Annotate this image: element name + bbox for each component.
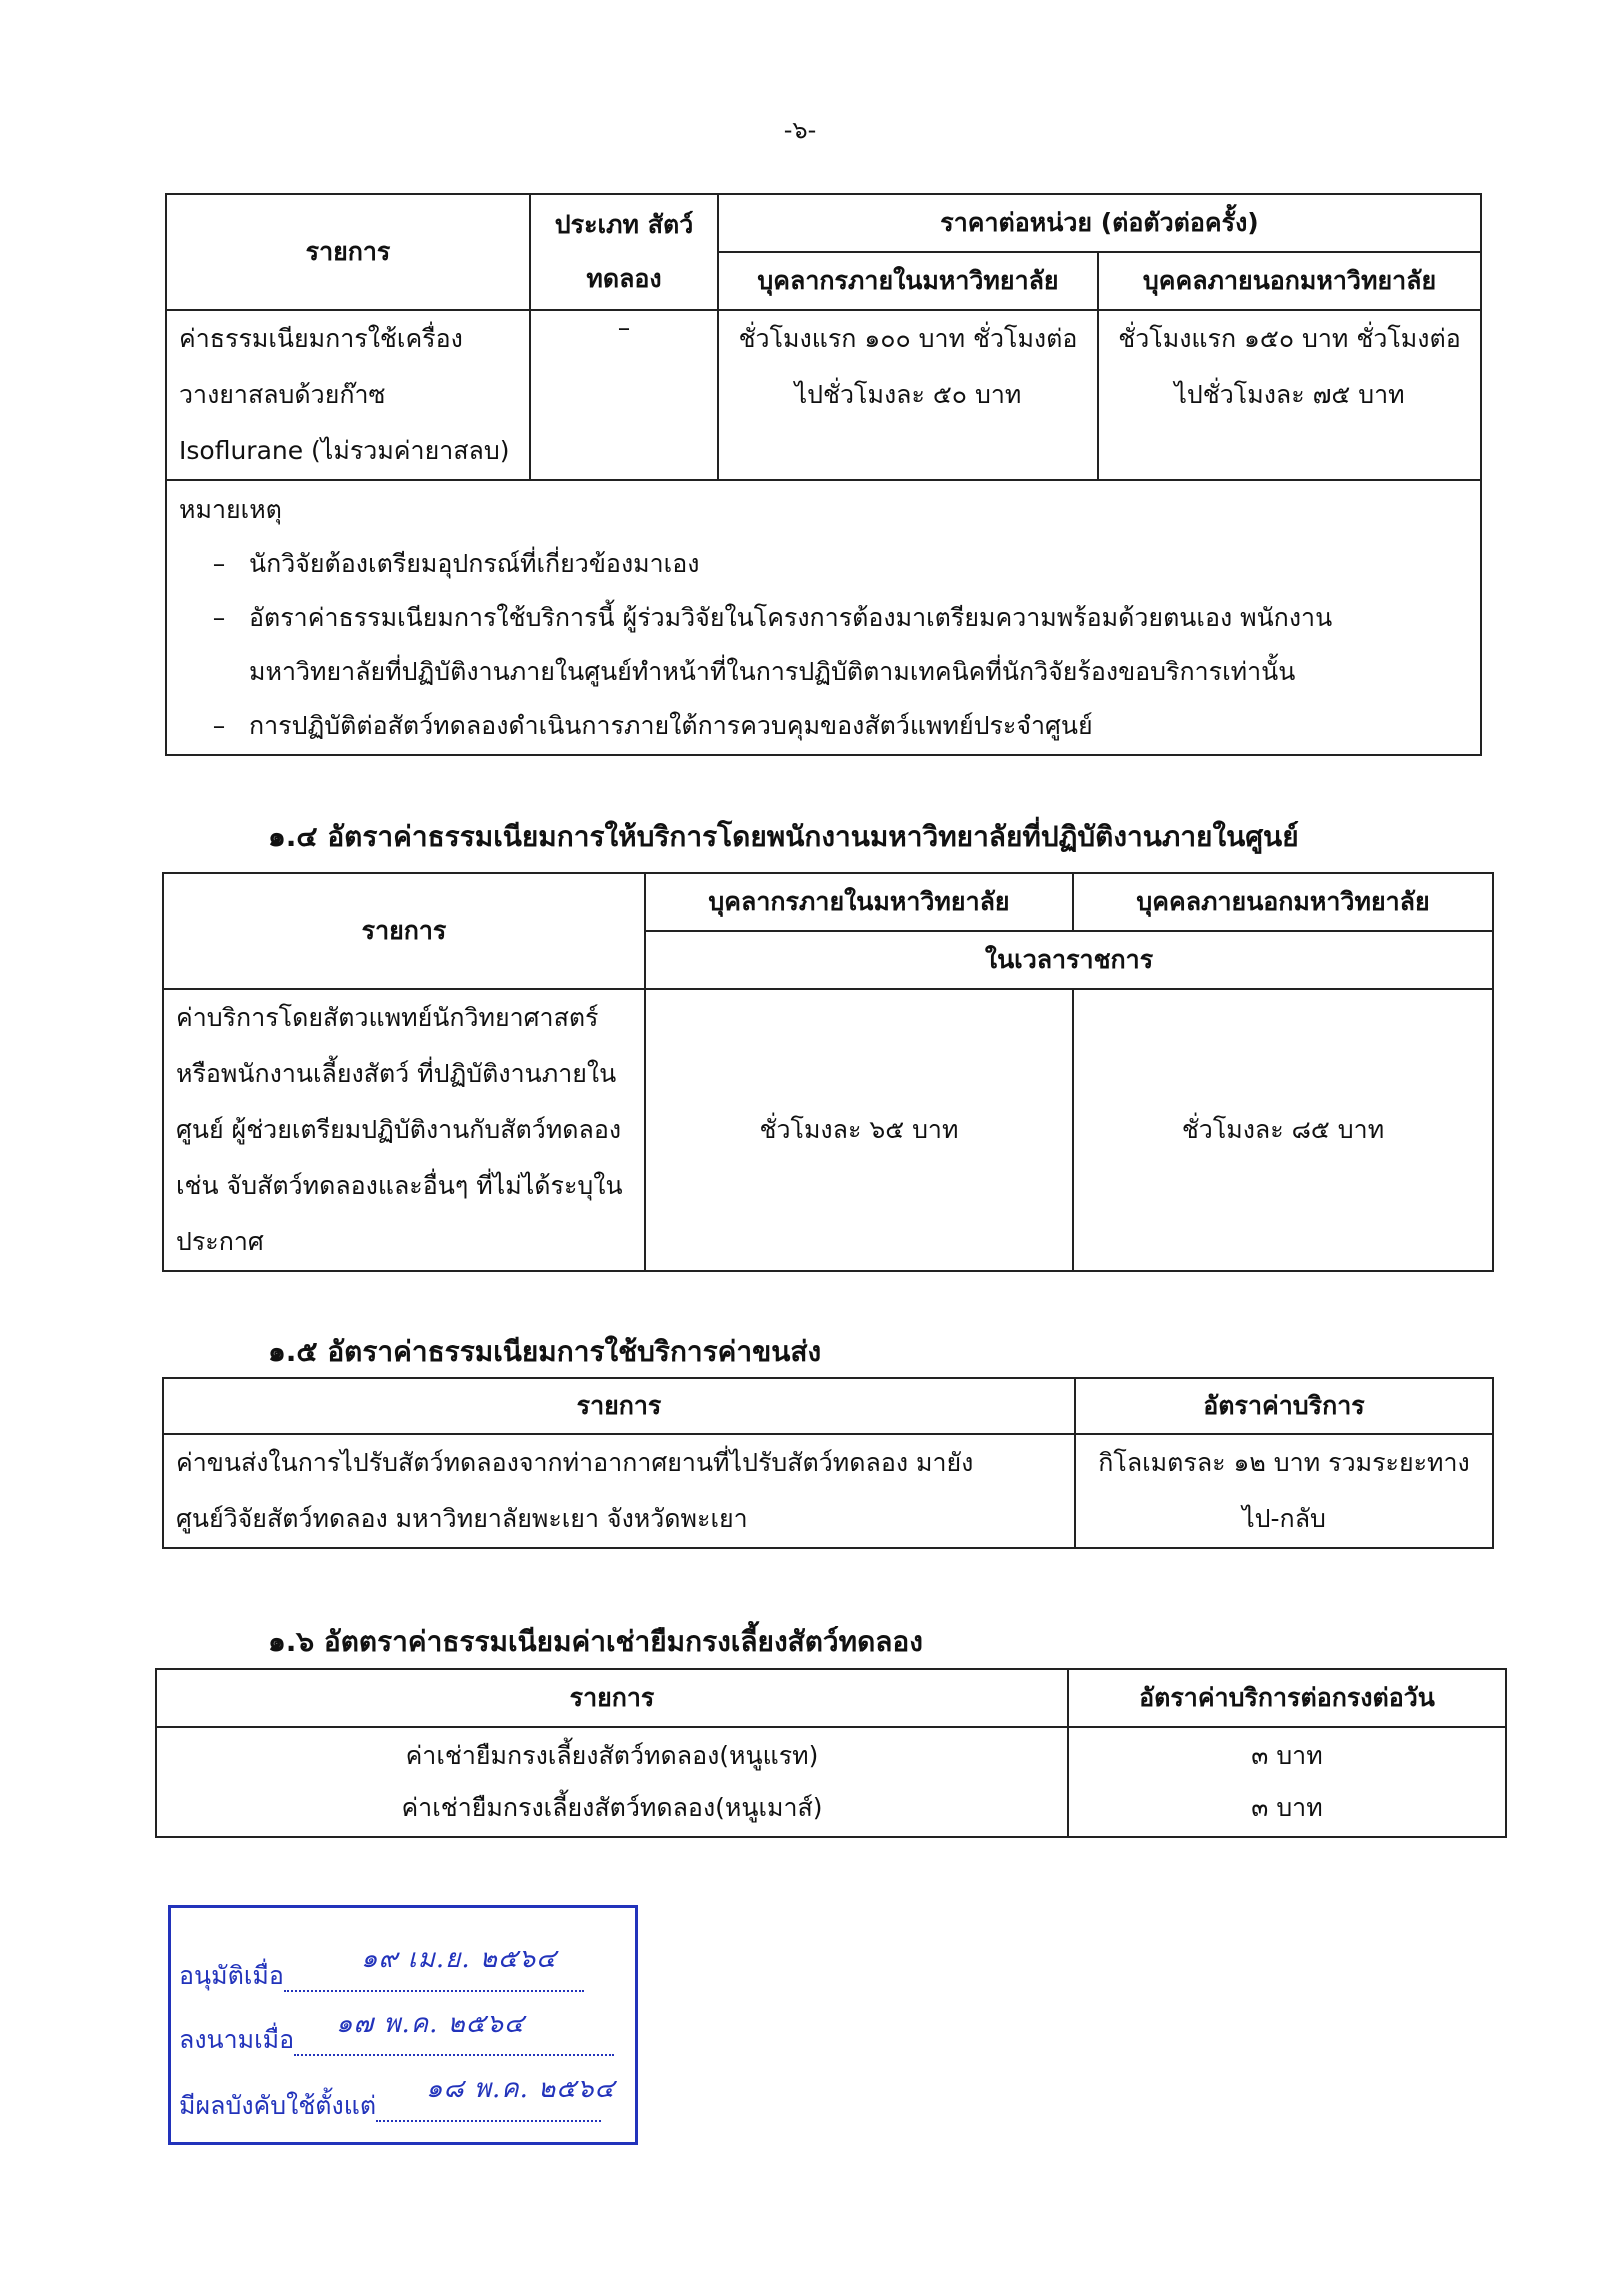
- page-number: -๖-: [783, 116, 817, 144]
- header-rate: อัตราค่าบริการ: [1075, 1378, 1493, 1434]
- row-item-staff-service: ค่าบริการโดยสัตวแพทย์นักวิทยาศาสตร์หรือพนักงานเลี้ยงสัตว์ ที่ปฏิบัติงานภายในศูนย์ ผู้ช่วยเตรียมปฏิบัติงานกับสัตว์ทดลอง เช่น จับสัตว์ทดลองและอื่นๆ ที่ไม่ได้ระบุในประกาศ: [163, 989, 645, 1271]
- note-dash: –: [212, 711, 226, 740]
- row-animal-type: –: [530, 310, 718, 480]
- notes-cell: [166, 480, 1481, 755]
- note-item: [179, 699, 1468, 753]
- transport-fee-table: [162, 1377, 1494, 1549]
- stamp-approved-label: อนุมัติเมื่อ: [179, 1961, 284, 1990]
- row-item-cage-mouse: ค่าเช่ายืมกรงเลี้ยงสัตว์ทดลอง(หนูเมาส์): [401, 1793, 823, 1822]
- anesthesia-fee-table: [165, 193, 1482, 756]
- header-item: รายการ: [156, 1669, 1068, 1727]
- stamp-effective-label: มีผลบังคับใช้ตั้งแต่: [179, 2091, 377, 2120]
- header-rate: อัตราค่าบริการต่อกรงต่อวัน: [1068, 1669, 1506, 1727]
- header-animal-type: ประเภท สัตว์ทดลอง: [530, 194, 718, 310]
- header-office-hours: ในเวลาราชการ: [645, 931, 1493, 989]
- note-text: นักวิจัยต้องเตรียมอุปกรณ์ที่เกี่ยวข้องมาเอง: [249, 549, 700, 578]
- note-dash: –: [212, 603, 226, 632]
- row-internal-price: ชั่วโมงแรก ๑๐๐ บาท ชั่วโมงต่อไปชั่วโมงละ ๕๐ บาท: [718, 310, 1098, 480]
- cage-rental-fee-table: [155, 1668, 1507, 1838]
- note-text: การปฏิบัติต่อสัตว์ทดลองดำเนินการภายใต้การควบคุมของสัตว์แพทย์ประจำศูนย์: [249, 711, 1093, 740]
- header-internal: บุคลากรภายในมหาวิทยาลัย: [718, 252, 1098, 310]
- row-rate-cage-mouse: ๓ บาท: [1251, 1793, 1323, 1822]
- section-1-6-title: ๑.๖ อัตตราค่าธรรมเนียมค่าเช่ายืมกรงเลี้ยงสัตว์ทดลอง: [268, 1625, 923, 1658]
- approval-stamp: [168, 1905, 638, 2145]
- header-item: รายการ: [163, 1378, 1075, 1434]
- row-rate-transport: กิโลเมตรละ ๑๒ บาท รวมระยะทางไป-กลับ: [1075, 1434, 1493, 1548]
- header-price-per-unit: ราคาต่อหน่วย (ต่อตัวต่อครั้ง): [718, 194, 1481, 252]
- row-item-anesthesia: ค่าธรรมเนียมการใช้เครื่องวางยาสลบด้วยก๊าซ Isoflurane (ไม่รวมค่ายาสลบ): [166, 310, 530, 480]
- stamp-signed-date: ๑๗ พ.ค. ๒๕๖๔: [336, 2009, 525, 2039]
- row-rate-cage-rat: ๓ บาท: [1251, 1741, 1323, 1770]
- staff-service-fee-table: [162, 872, 1494, 1272]
- row-item-transport: ค่าขนส่งในการไปรับสัตว์ทดลองจากท่าอากาศยานที่ไปรับสัตว์ทดลอง มายังศูนย์วิจัยสัตว์ทดลอง มหาวิทยาลัยพะเยา จังหวัดพะเยา: [163, 1434, 1075, 1548]
- cage-rates-cell: [1068, 1727, 1506, 1837]
- note-item: [179, 537, 1468, 591]
- row-internal-price: ชั่วโมงละ ๖๕ บาท: [645, 989, 1073, 1271]
- notes-title: หมายเหตุ: [179, 495, 282, 524]
- stamp-approved-date: ๑๙ เม.ย. ๒๕๖๔: [361, 1944, 557, 1974]
- row-external-price: ชั่วโมงละ ๘๕ บาท: [1073, 989, 1493, 1271]
- stamp-signed-label: ลงนามเมื่อ: [179, 2025, 295, 2054]
- header-external: บุคคลภายนอกมหาวิทยาลัย: [1073, 873, 1493, 931]
- row-external-price: ชั่วโมงแรก ๑๕๐ บาท ชั่วโมงต่อไปชั่วโมงละ ๗๕ บาท: [1098, 310, 1481, 480]
- note-item: [179, 591, 1468, 699]
- note-dash: –: [212, 549, 226, 578]
- stamp-effective-date: ๑๘ พ.ค. ๒๕๖๔: [426, 2074, 616, 2104]
- header-item: รายการ: [163, 873, 645, 989]
- row-item-cage-rat: ค่าเช่ายืมกรงเลี้ยงสัตว์ทดลอง(หนูแรท): [405, 1741, 819, 1770]
- section-1-4-title: ๑.๔ อัตราค่าธรรมเนียมการให้บริการโดยพนักงานมหาวิทยาลัยที่ปฏิบัติงานภายในศูนย์: [268, 820, 1299, 853]
- header-external: บุคคลภายนอกมหาวิทยาลัย: [1098, 252, 1481, 310]
- header-item: รายการ: [166, 194, 530, 310]
- section-1-5-title: ๑.๕ อัตราค่าธรรมเนียมการใช้บริการค่าขนส่ง: [268, 1335, 822, 1368]
- header-internal: บุคลากรภายในมหาวิทยาลัย: [645, 873, 1073, 931]
- note-text: อัตราค่าธรรมเนียมการใช้บริการนี้ ผู้ร่วมวิจัยในโครงการต้องมาเตรียมความพร้อมด้วยตนเอง พนักงานมหาวิทยาลัยที่ปฏิบัติงานภายในศูนย์ทำหน้าที่ในการปฏิบัติตามเทคนิคที่นักวิจัยร้องขอบริการเท่านั้น: [249, 603, 1333, 686]
- cage-items-cell: [156, 1727, 1068, 1837]
